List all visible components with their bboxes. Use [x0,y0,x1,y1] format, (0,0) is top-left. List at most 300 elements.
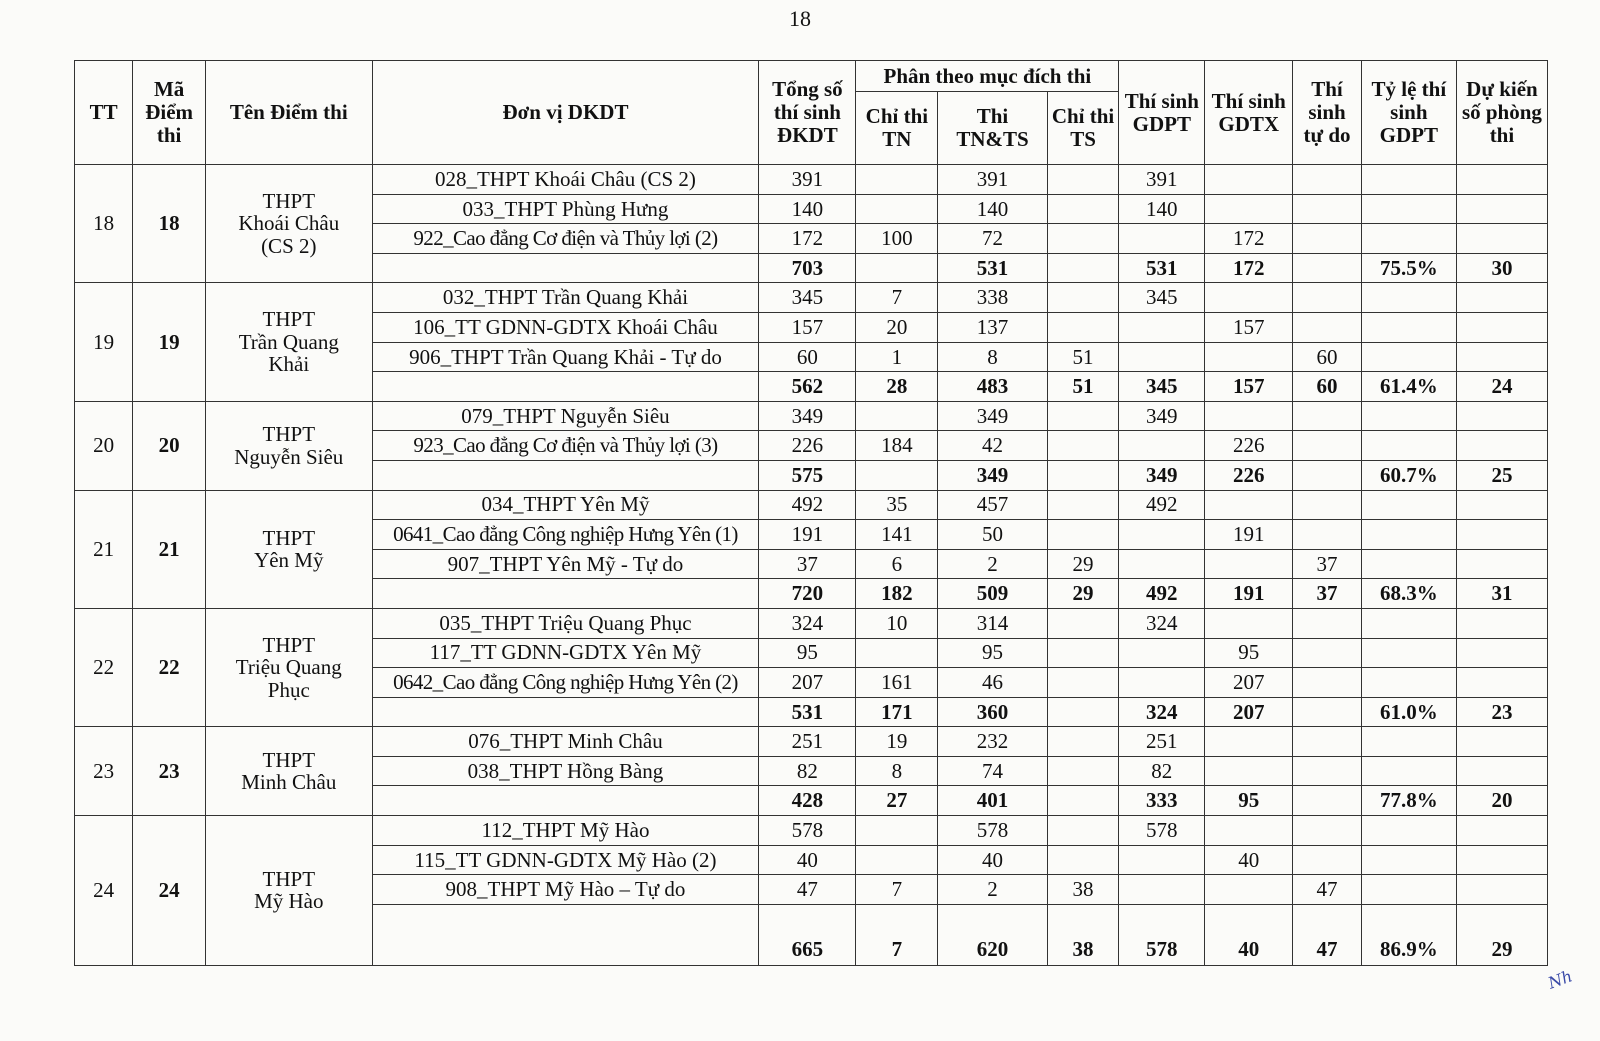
total-thi-tn-ts-cell: 531 [938,253,1047,283]
unit-cell: 908_THPT Mỹ Hào – Tự do [372,875,759,905]
total-du-kien-cell: 23 [1456,697,1547,727]
header-thi-tn-ts: Thi TN&TS [938,92,1047,165]
unit-cell [372,253,759,283]
tong-so-cell: 37 [759,549,856,579]
chi-thi-ts-cell [1047,520,1119,550]
header-ts-tu-do: Thí sinh tự do [1293,61,1362,165]
unit-cell: 035_THPT Triệu Quang Phục [372,608,759,638]
chi-thi-ts-cell [1047,194,1119,224]
tong-so-cell: 140 [759,194,856,224]
total-chi-thi-ts-cell [1047,697,1119,727]
total-tong-so-cell: 428 [759,786,856,816]
exam-site-name-line: THPT [262,307,316,332]
du-kien-cell [1456,608,1547,638]
ty-le-cell [1361,431,1456,461]
du-kien-cell [1456,401,1547,431]
thi-tn-ts-cell: 72 [938,224,1047,254]
unit-cell: 034_THPT Yên Mỹ [372,490,759,520]
chi-thi-ts-cell [1047,638,1119,668]
header-chi-thi-ts: Chỉ thi TS [1047,92,1119,165]
exam-site-name [205,727,372,816]
exam-site-name-line: THPT [262,747,316,772]
thi-tn-ts-cell: 232 [938,727,1047,757]
tt-cell: 18 [75,165,133,283]
ts-gdtx-cell: 172 [1205,224,1293,254]
total-thi-tn-ts-cell: 360 [938,697,1047,727]
du-kien-cell [1456,224,1547,254]
unit-cell [372,697,759,727]
signature: Nh [1545,966,1575,993]
total-chi-thi-tn-cell: 7 [856,904,938,965]
exam-site-name-line: Yên Mỹ [254,548,324,573]
total-chi-thi-tn-cell: 182 [856,579,938,609]
exam-site-name [205,165,372,283]
ts-gdpt-cell [1119,638,1205,668]
total-ts-gdpt-cell: 492 [1119,579,1205,609]
unit-cell: 076_THPT Minh Châu [372,727,759,757]
ts-tu-do-cell [1293,845,1362,875]
exam-site-name-line: Khoái Châu [238,211,340,236]
total-chi-thi-ts-cell: 38 [1047,904,1119,965]
exam-site-name-line: Mỹ Hào [254,889,324,914]
ts-gdpt-cell: 82 [1119,756,1205,786]
chi-thi-ts-cell [1047,845,1119,875]
table-body [75,165,1548,966]
exam-site-code: 18 [133,165,206,283]
exam-site-code: 24 [133,816,206,966]
chi-thi-tn-cell: 141 [856,520,938,550]
ty-le-cell [1361,875,1456,905]
chi-thi-tn-cell: 7 [856,875,938,905]
tong-so-cell: 82 [759,756,856,786]
tong-so-cell: 172 [759,224,856,254]
unit-cell: 115_TT GDNN-GDTX Mỹ Hào (2) [372,845,759,875]
ts-tu-do-cell [1293,312,1362,342]
thi-tn-ts-cell: 578 [938,816,1047,846]
total-ts-gdtx-cell: 40 [1205,904,1293,965]
thi-tn-ts-cell: 2 [938,549,1047,579]
total-ty-le-cell: 86.9% [1361,904,1456,965]
unit-cell [372,460,759,490]
chi-thi-ts-cell [1047,431,1119,461]
total-chi-thi-tn-cell [856,253,938,283]
total-ts-gdpt-cell: 333 [1119,786,1205,816]
unit-cell: 117_TT GDNN-GDTX Yên Mỹ [372,638,759,668]
thi-tn-ts-cell: 74 [938,756,1047,786]
total-ty-le-cell: 60.7% [1361,460,1456,490]
ty-le-cell [1361,638,1456,668]
chi-thi-ts-cell [1047,727,1119,757]
total-du-kien-cell: 31 [1456,579,1547,609]
ts-gdpt-cell: 391 [1119,165,1205,195]
total-ts-tu-do-cell [1293,460,1362,490]
chi-thi-ts-cell [1047,756,1119,786]
ts-gdpt-cell [1119,312,1205,342]
chi-thi-tn-cell: 8 [856,756,938,786]
total-tong-so-cell: 720 [759,579,856,609]
ts-tu-do-cell [1293,283,1362,313]
ts-gdpt-cell: 578 [1119,816,1205,846]
chi-thi-ts-cell [1047,816,1119,846]
chi-thi-tn-cell [856,845,938,875]
tt-cell: 20 [75,401,133,490]
unit-cell [372,904,759,965]
ts-gdpt-cell [1119,520,1205,550]
ty-le-cell [1361,490,1456,520]
thi-tn-ts-cell: 140 [938,194,1047,224]
thi-tn-ts-cell: 314 [938,608,1047,638]
total-ts-gdtx-cell: 207 [1205,697,1293,727]
table-row [75,608,1548,638]
exam-site-name [205,490,372,608]
total-ts-tu-do-cell: 60 [1293,372,1362,402]
header-chi-thi-tn: Chỉ thi TN [856,92,938,165]
ty-le-cell [1361,845,1456,875]
du-kien-cell [1456,194,1547,224]
exam-site-name-line: THPT [262,188,316,213]
tong-so-cell: 60 [759,342,856,372]
total-tong-so-cell: 703 [759,253,856,283]
du-kien-cell [1456,549,1547,579]
chi-thi-ts-cell [1047,490,1119,520]
ts-tu-do-cell: 37 [1293,549,1362,579]
ts-gdtx-cell: 95 [1205,638,1293,668]
total-ts-gdpt-cell: 349 [1119,460,1205,490]
total-thi-tn-ts-cell: 349 [938,460,1047,490]
tong-so-cell: 324 [759,608,856,638]
total-du-kien-cell: 20 [1456,786,1547,816]
ts-gdtx-cell [1205,727,1293,757]
ts-tu-do-cell [1293,431,1362,461]
chi-thi-ts-cell: 38 [1047,875,1119,905]
chi-thi-tn-cell [856,638,938,668]
ts-gdpt-cell: 140 [1119,194,1205,224]
exam-site-table [74,60,1548,966]
total-ts-gdpt-cell: 345 [1119,372,1205,402]
thi-tn-ts-cell: 338 [938,283,1047,313]
ts-tu-do-cell [1293,638,1362,668]
chi-thi-tn-cell: 10 [856,608,938,638]
total-ty-le-cell: 77.8% [1361,786,1456,816]
ty-le-cell [1361,549,1456,579]
ts-gdpt-cell: 349 [1119,401,1205,431]
total-chi-thi-ts-cell [1047,786,1119,816]
exam-site-code: 21 [133,490,206,608]
total-ts-gdtx-cell: 172 [1205,253,1293,283]
total-ts-gdtx-cell: 157 [1205,372,1293,402]
tong-so-cell: 207 [759,668,856,698]
total-thi-tn-ts-cell: 509 [938,579,1047,609]
ts-gdpt-cell: 345 [1119,283,1205,313]
ts-gdpt-cell: 251 [1119,727,1205,757]
table-row [75,816,1548,846]
du-kien-cell [1456,756,1547,786]
total-du-kien-cell: 30 [1456,253,1547,283]
chi-thi-ts-cell [1047,401,1119,431]
exam-site-code: 22 [133,608,206,726]
total-ts-gdpt-cell: 531 [1119,253,1205,283]
ts-tu-do-cell [1293,224,1362,254]
ts-tu-do-cell [1293,668,1362,698]
exam-site-code: 20 [133,401,206,490]
chi-thi-tn-cell: 1 [856,342,938,372]
total-ts-tu-do-cell [1293,253,1362,283]
exam-site-name [205,608,372,726]
thi-tn-ts-cell: 391 [938,165,1047,195]
unit-cell [372,579,759,609]
ts-gdtx-cell [1205,875,1293,905]
total-ty-le-cell: 61.0% [1361,697,1456,727]
ty-le-cell [1361,224,1456,254]
thi-tn-ts-cell: 50 [938,520,1047,550]
exam-site-name [205,816,372,966]
exam-site-name [205,401,372,490]
ty-le-cell [1361,401,1456,431]
exam-site-name [205,283,372,401]
ts-gdpt-cell [1119,875,1205,905]
total-thi-tn-ts-cell: 401 [938,786,1047,816]
exam-site-name-line: THPT [262,866,316,891]
total-ty-le-cell: 61.4% [1361,372,1456,402]
ts-gdtx-cell: 191 [1205,520,1293,550]
total-ts-tu-do-cell: 47 [1293,904,1362,965]
header-tt: TT [75,61,133,165]
ts-gdpt-cell [1119,549,1205,579]
chi-thi-ts-cell [1047,224,1119,254]
exam-site-code: 19 [133,283,206,401]
header-ten-diem-thi: Tên Điểm thi [205,61,372,165]
ts-tu-do-cell [1293,194,1362,224]
table-row [75,165,1548,195]
table-row [75,490,1548,520]
ts-gdtx-cell: 207 [1205,668,1293,698]
header-don-vi: Đơn vị DKDT [372,61,759,165]
page-number: 18 [789,6,811,31]
ts-gdpt-cell [1119,342,1205,372]
chi-thi-ts-cell [1047,312,1119,342]
total-chi-thi-tn-cell: 27 [856,786,938,816]
table-row [75,401,1548,431]
unit-cell: 922_Cao đẳng Cơ điện và Thủy lợi (2) [372,224,759,254]
total-chi-thi-tn-cell: 28 [856,372,938,402]
tong-so-cell: 578 [759,816,856,846]
chi-thi-tn-cell [856,401,938,431]
ts-gdtx-cell [1205,342,1293,372]
total-tong-so-cell: 665 [759,904,856,965]
total-chi-thi-ts-cell [1047,460,1119,490]
ts-gdtx-cell [1205,549,1293,579]
ts-gdpt-cell [1119,845,1205,875]
tong-so-cell: 391 [759,165,856,195]
ts-gdpt-cell: 324 [1119,608,1205,638]
chi-thi-ts-cell: 29 [1047,549,1119,579]
total-tong-so-cell: 531 [759,697,856,727]
ts-gdtx-cell [1205,194,1293,224]
header-tong-so: Tổng số thí sinh ĐKDT [759,61,856,165]
ts-gdpt-cell [1119,431,1205,461]
ts-gdtx-cell: 40 [1205,845,1293,875]
thi-tn-ts-cell: 42 [938,431,1047,461]
du-kien-cell [1456,816,1547,846]
ts-gdtx-cell: 157 [1205,312,1293,342]
chi-thi-tn-cell: 19 [856,727,938,757]
total-ts-gdtx-cell: 95 [1205,786,1293,816]
unit-cell: 112_THPT Mỹ Hào [372,816,759,846]
ts-gdpt-cell [1119,224,1205,254]
total-ts-gdtx-cell: 226 [1205,460,1293,490]
tong-so-cell: 226 [759,431,856,461]
chi-thi-tn-cell [856,816,938,846]
ty-le-cell [1361,342,1456,372]
tt-cell: 24 [75,816,133,966]
tong-so-cell: 251 [759,727,856,757]
chi-thi-tn-cell: 161 [856,668,938,698]
header-ty-le: Tỷ lệ thí sinh GDPT [1361,61,1456,165]
total-du-kien-cell: 24 [1456,372,1547,402]
chi-thi-tn-cell: 100 [856,224,938,254]
exam-site-name-line: Phục [267,677,310,702]
total-chi-thi-ts-cell [1047,253,1119,283]
ts-gdtx-cell [1205,283,1293,313]
total-du-kien-cell: 25 [1456,460,1547,490]
thi-tn-ts-cell: 2 [938,875,1047,905]
ts-tu-do-cell: 60 [1293,342,1362,372]
header-phan-theo: Phân theo mục đích thi [856,61,1119,92]
ts-tu-do-cell [1293,520,1362,550]
exam-site-name-line: Khải [268,352,310,377]
total-ty-le-cell: 75.5% [1361,253,1456,283]
table-row [75,283,1548,313]
ts-gdtx-cell [1205,490,1293,520]
total-du-kien-cell: 29 [1456,904,1547,965]
chi-thi-ts-cell [1047,283,1119,313]
total-chi-thi-ts-cell: 29 [1047,579,1119,609]
thi-tn-ts-cell: 349 [938,401,1047,431]
ty-le-cell [1361,312,1456,342]
exam-site-name-line: (CS 2) [261,234,317,259]
table-row [75,727,1548,757]
tong-so-cell: 492 [759,490,856,520]
chi-thi-tn-cell: 7 [856,283,938,313]
chi-thi-tn-cell: 184 [856,431,938,461]
du-kien-cell [1456,638,1547,668]
chi-thi-ts-cell [1047,165,1119,195]
tt-cell: 19 [75,283,133,401]
chi-thi-tn-cell: 6 [856,549,938,579]
exam-site-name-line: Minh Châu [241,770,337,795]
tt-cell: 22 [75,608,133,726]
ts-tu-do-cell: 47 [1293,875,1362,905]
header-ts-gdpt: Thí sinh GDPT [1119,61,1205,165]
exam-site-name-line: THPT [262,525,316,550]
tong-so-cell: 345 [759,283,856,313]
total-chi-thi-tn-cell [856,460,938,490]
exam-site-name-line: Trần Quang [238,329,339,354]
total-chi-thi-ts-cell: 51 [1047,372,1119,402]
total-tong-so-cell: 562 [759,372,856,402]
thi-tn-ts-cell: 40 [938,845,1047,875]
unit-cell: 923_Cao đẳng Cơ điện và Thủy lợi (3) [372,431,759,461]
unit-cell: 038_THPT Hồng Bàng [372,756,759,786]
ty-le-cell [1361,727,1456,757]
thi-tn-ts-cell: 137 [938,312,1047,342]
chi-thi-ts-cell [1047,608,1119,638]
ts-gdpt-cell: 492 [1119,490,1205,520]
ts-gdtx-cell [1205,756,1293,786]
total-ts-tu-do-cell: 37 [1293,579,1362,609]
unit-cell: 0642_Cao đẳng Công nghiệp Hưng Yên (2) [372,668,759,698]
header-du-kien: Dự kiến số phòng thi [1456,61,1547,165]
total-chi-thi-tn-cell: 171 [856,697,938,727]
ty-le-cell [1361,283,1456,313]
ts-gdtx-cell [1205,816,1293,846]
total-thi-tn-ts-cell: 620 [938,904,1047,965]
unit-cell: 906_THPT Trần Quang Khải - Tự do [372,342,759,372]
chi-thi-ts-cell [1047,668,1119,698]
chi-thi-tn-cell: 35 [856,490,938,520]
ty-le-cell [1361,668,1456,698]
du-kien-cell [1456,431,1547,461]
unit-cell: 079_THPT Nguyễn Siêu [372,401,759,431]
unit-cell: 033_THPT Phùng Hưng [372,194,759,224]
thi-tn-ts-cell: 457 [938,490,1047,520]
unit-cell [372,372,759,402]
ts-tu-do-cell [1293,756,1362,786]
unit-cell [372,786,759,816]
du-kien-cell [1456,668,1547,698]
ts-gdtx-cell [1205,165,1293,195]
du-kien-cell [1456,490,1547,520]
header-ma-diem-thi: Mã Điểm thi [133,61,206,165]
thi-tn-ts-cell: 95 [938,638,1047,668]
ts-tu-do-cell [1293,608,1362,638]
thi-tn-ts-cell: 8 [938,342,1047,372]
tong-so-cell: 47 [759,875,856,905]
ts-tu-do-cell [1293,401,1362,431]
ty-le-cell [1361,194,1456,224]
ts-gdtx-cell: 226 [1205,431,1293,461]
total-ts-gdpt-cell: 578 [1119,904,1205,965]
unit-cell: 0641_Cao đẳng Công nghiệp Hưng Yên (1) [372,520,759,550]
ty-le-cell [1361,608,1456,638]
ty-le-cell [1361,756,1456,786]
du-kien-cell [1456,727,1547,757]
total-thi-tn-ts-cell: 483 [938,372,1047,402]
ts-tu-do-cell [1293,165,1362,195]
tong-so-cell: 40 [759,845,856,875]
du-kien-cell [1456,312,1547,342]
chi-thi-ts-cell: 51 [1047,342,1119,372]
chi-thi-tn-cell [856,194,938,224]
ts-gdtx-cell [1205,401,1293,431]
ty-le-cell [1361,520,1456,550]
tong-so-cell: 349 [759,401,856,431]
chi-thi-tn-cell [856,165,938,195]
total-ts-gdpt-cell: 324 [1119,697,1205,727]
ts-gdpt-cell [1119,668,1205,698]
thi-tn-ts-cell: 46 [938,668,1047,698]
du-kien-cell [1456,342,1547,372]
unit-cell: 032_THPT Trần Quang Khải [372,283,759,313]
ty-le-cell [1361,165,1456,195]
header-ts-gdtx: Thí sinh GDTX [1205,61,1293,165]
tong-so-cell: 95 [759,638,856,668]
tt-cell: 23 [75,727,133,816]
exam-site-code: 23 [133,727,206,816]
unit-cell: 028_THPT Khoái Châu (CS 2) [372,165,759,195]
chi-thi-tn-cell: 20 [856,312,938,342]
exam-site-name-line: THPT [262,632,316,657]
